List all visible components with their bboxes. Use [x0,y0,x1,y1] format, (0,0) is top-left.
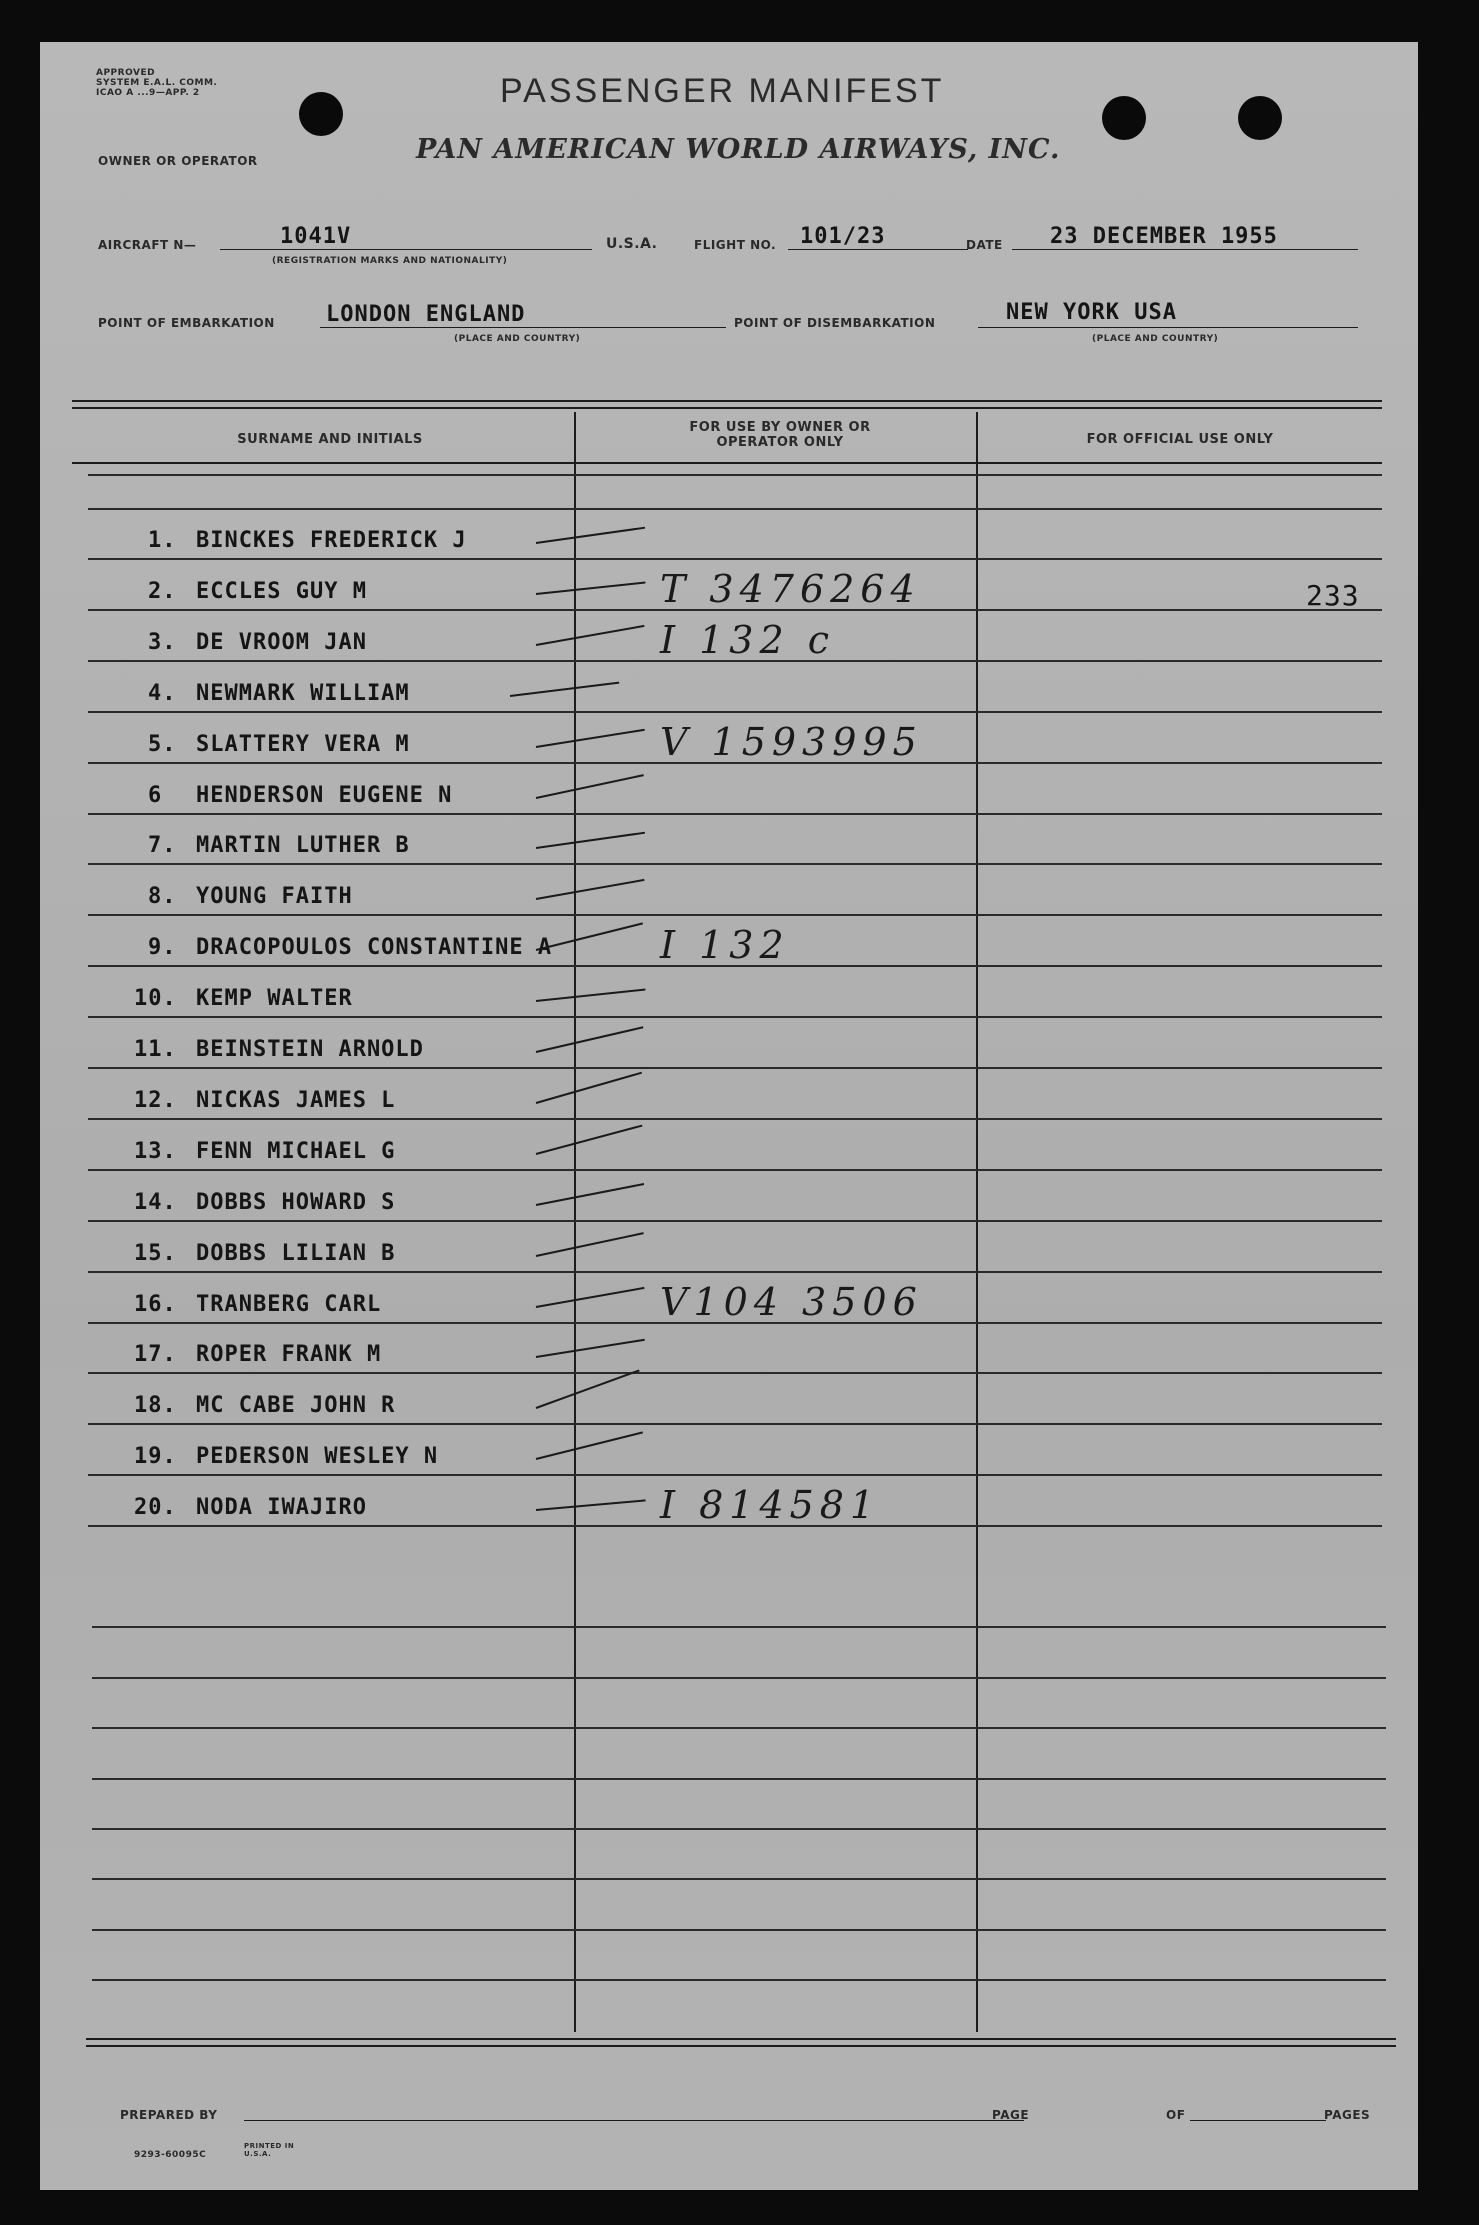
aircraft-label: AIRCRAFT N— [98,238,197,252]
table-top-rule [72,407,1382,409]
row-rule [88,474,1382,476]
passenger-number: 20. [134,1495,177,1521]
printed-in-usa: PRINTED IN U.S.A. [244,2142,295,2158]
passenger-name: DOBBS HOWARD S [196,1189,396,1215]
registration-caption: (REGISTRATION MARKS AND NATIONALITY) [272,256,508,266]
prepared-by-underline [244,2120,1024,2121]
passport-number: I 814581 [660,1483,881,1528]
passenger-number: 13. [134,1138,177,1164]
aircraft-underline [220,249,592,250]
empty-row-rule [92,1979,1386,1981]
row-rule [88,609,1382,611]
row-rule [88,813,1382,815]
passport-number: I 132 [660,923,790,968]
owner-operator-label: OWNER OR OPERATOR [98,154,258,168]
prepared-by-label: PREPARED BY [120,2108,218,2122]
header-rule [72,462,1382,464]
usa-label: U.S.A. [606,236,658,252]
row-rule [88,711,1382,713]
passenger-name: TRANBERG CARL [196,1291,382,1317]
passenger-number: 5. [148,731,177,757]
row-rule [88,1372,1382,1374]
row-rule [88,508,1382,510]
row-rule [88,1067,1382,1069]
passenger-number: 14. [134,1189,177,1215]
empty-row-rule [92,1727,1386,1729]
approval-line: APPROVED [96,68,156,78]
passenger-name: NODA IWAJIRO [196,1495,367,1521]
row-rule [88,1423,1382,1425]
row-rule [88,1220,1382,1222]
passenger-name: MC CABE JOHN R [196,1393,396,1419]
disembarkation-caption: (PLACE AND COUNTRY) [1092,334,1219,344]
passenger-name: YOUNG FAITH [196,884,353,910]
check-mark [536,1286,645,1307]
passenger-name: SLATTERY VERA M [196,731,410,757]
check-mark [536,1232,644,1257]
empty-row-rule [92,1929,1386,1931]
embarkation-caption: (PLACE AND COUNTRY) [454,334,581,344]
passenger-number: 18. [134,1393,177,1419]
passenger-number: 4. [148,680,177,706]
passenger-name: HENDERSON EUGENE N [196,782,453,808]
official-value: 233 [1306,578,1360,612]
passenger-name: BEINSTEIN ARNOLD [196,1037,424,1062]
column-divider [574,412,576,2032]
page-label: PAGE [992,2108,1030,2122]
flight-value: 101/23 [800,224,886,249]
column-header-surname: SURNAME AND INITIALS [237,432,423,447]
embarkation-label: POINT OF EMBARKATION [98,316,275,330]
passenger-number: 7. [148,833,177,859]
passenger-number: 8. [148,884,177,910]
disembarkation-underline [978,327,1358,328]
punch-hole [1238,96,1282,140]
passenger-number: 15. [134,1240,177,1266]
passenger-number: 19. [134,1444,177,1470]
row-rule [88,1169,1382,1171]
check-mark [536,728,645,747]
disembarkation-label: POINT OF DISEMBARKATION [734,316,936,330]
row-rule [88,1016,1382,1018]
passenger-name: NEWMARK WILLIAM [196,680,410,706]
passenger-name: ECCLES GUY M [196,578,367,604]
company-name: PAN AMERICAN WORLD AIRWAYS, INC. [416,134,1061,165]
passport-number: I 132 c [660,617,835,662]
page-underline [1190,2120,1326,2121]
check-mark [536,1124,643,1154]
passenger-number: 9. [148,935,177,961]
form-number: 9293-60095C [134,2150,207,2160]
date-label: DATE [966,238,1003,252]
check-mark [536,581,646,594]
check-mark [536,1339,645,1358]
embarkation-value: LONDON ENGLAND [326,302,526,327]
check-mark [536,1072,642,1104]
row-rule [88,914,1382,916]
approval-line: ICAO A ...9—APP. 2 [96,88,200,98]
empty-row-rule [92,1778,1386,1780]
check-mark [536,1026,644,1053]
column-header-owner: FOR USE BY OWNER OR OPERATOR ONLY [689,420,871,450]
empty-row-rule [92,1677,1386,1679]
empty-row-rule [92,1626,1386,1628]
passenger-number: 16. [134,1291,177,1317]
passenger-name: MARTIN LUTHER B [196,833,410,859]
passenger-name: NICKAS JAMES L [196,1087,396,1113]
table-top-rule [72,400,1382,402]
check-mark [536,1183,644,1206]
passenger-name: DOBBS LILIAN B [196,1240,396,1266]
check-mark [536,832,645,849]
passenger-name: ROPER FRANK M [196,1342,382,1368]
check-mark [536,879,645,900]
table-bottom-rule [86,2045,1396,2047]
check-mark [536,1370,640,1410]
pages-label: PAGES [1324,2108,1371,2122]
punch-hole [299,92,343,136]
date-value: 23 DECEMBER 1955 [1050,224,1278,249]
passenger-number: 12. [134,1087,177,1113]
passport-number: V104 3506 [660,1279,923,1324]
passenger-number: 10. [134,986,177,1012]
manifest-sheet [40,42,1418,2190]
row-rule [88,965,1382,967]
row-rule [88,1474,1382,1476]
passenger-name: DE VROOM JAN [196,629,367,655]
row-rule [88,1118,1382,1120]
row-rule [88,1271,1382,1273]
row-rule [88,762,1382,764]
passport-number: V 1593995 [660,719,923,764]
passenger-number: 6 [148,782,163,808]
row-rule [88,863,1382,865]
table-bottom-rule [86,2038,1396,2040]
passenger-number: 1. [148,528,177,553]
check-mark [536,527,645,544]
passenger-name: BINCKES FREDERICK J [196,528,467,553]
date-underline [1012,249,1358,250]
punch-hole [1102,96,1146,140]
check-mark [536,1500,646,1512]
check-mark [536,774,644,799]
embarkation-underline [320,327,726,328]
check-mark [536,1432,643,1461]
check-mark [536,625,645,646]
passenger-number: 3. [148,629,177,655]
row-rule [88,558,1382,560]
page-title: PASSENGER MANIFEST [500,72,945,110]
passenger-name: KEMP WALTER [196,986,353,1012]
approval-line: SYSTEM E.A.L. COMM. [96,78,218,88]
passenger-number: 11. [134,1037,177,1062]
check-mark [510,681,619,696]
passenger-number: 17. [134,1342,177,1368]
passenger-name: DRACOPOULOS CONSTANTINE A [196,935,553,961]
empty-row-rule [92,1878,1386,1880]
passport-number: T 3476264 [660,566,921,611]
flight-label: FLIGHT NO. [694,238,777,252]
row-rule [88,1322,1382,1324]
flight-underline [788,249,968,250]
passenger-name: FENN MICHAEL G [196,1138,396,1164]
row-rule [88,660,1382,662]
check-mark [536,989,646,1002]
column-header-official: FOR OFFICIAL USE ONLY [1086,432,1274,447]
passenger-number: 2. [148,578,177,604]
of-label: OF [1166,2108,1186,2122]
disembarkation-value: NEW YORK USA [1006,300,1177,325]
column-divider [976,412,978,2032]
empty-row-rule [92,1828,1386,1830]
passenger-name: PEDERSON WESLEY N [196,1444,439,1470]
aircraft-value: 1041V [280,224,352,249]
approval-stamp [96,68,217,98]
row-rule [88,1525,1382,1527]
